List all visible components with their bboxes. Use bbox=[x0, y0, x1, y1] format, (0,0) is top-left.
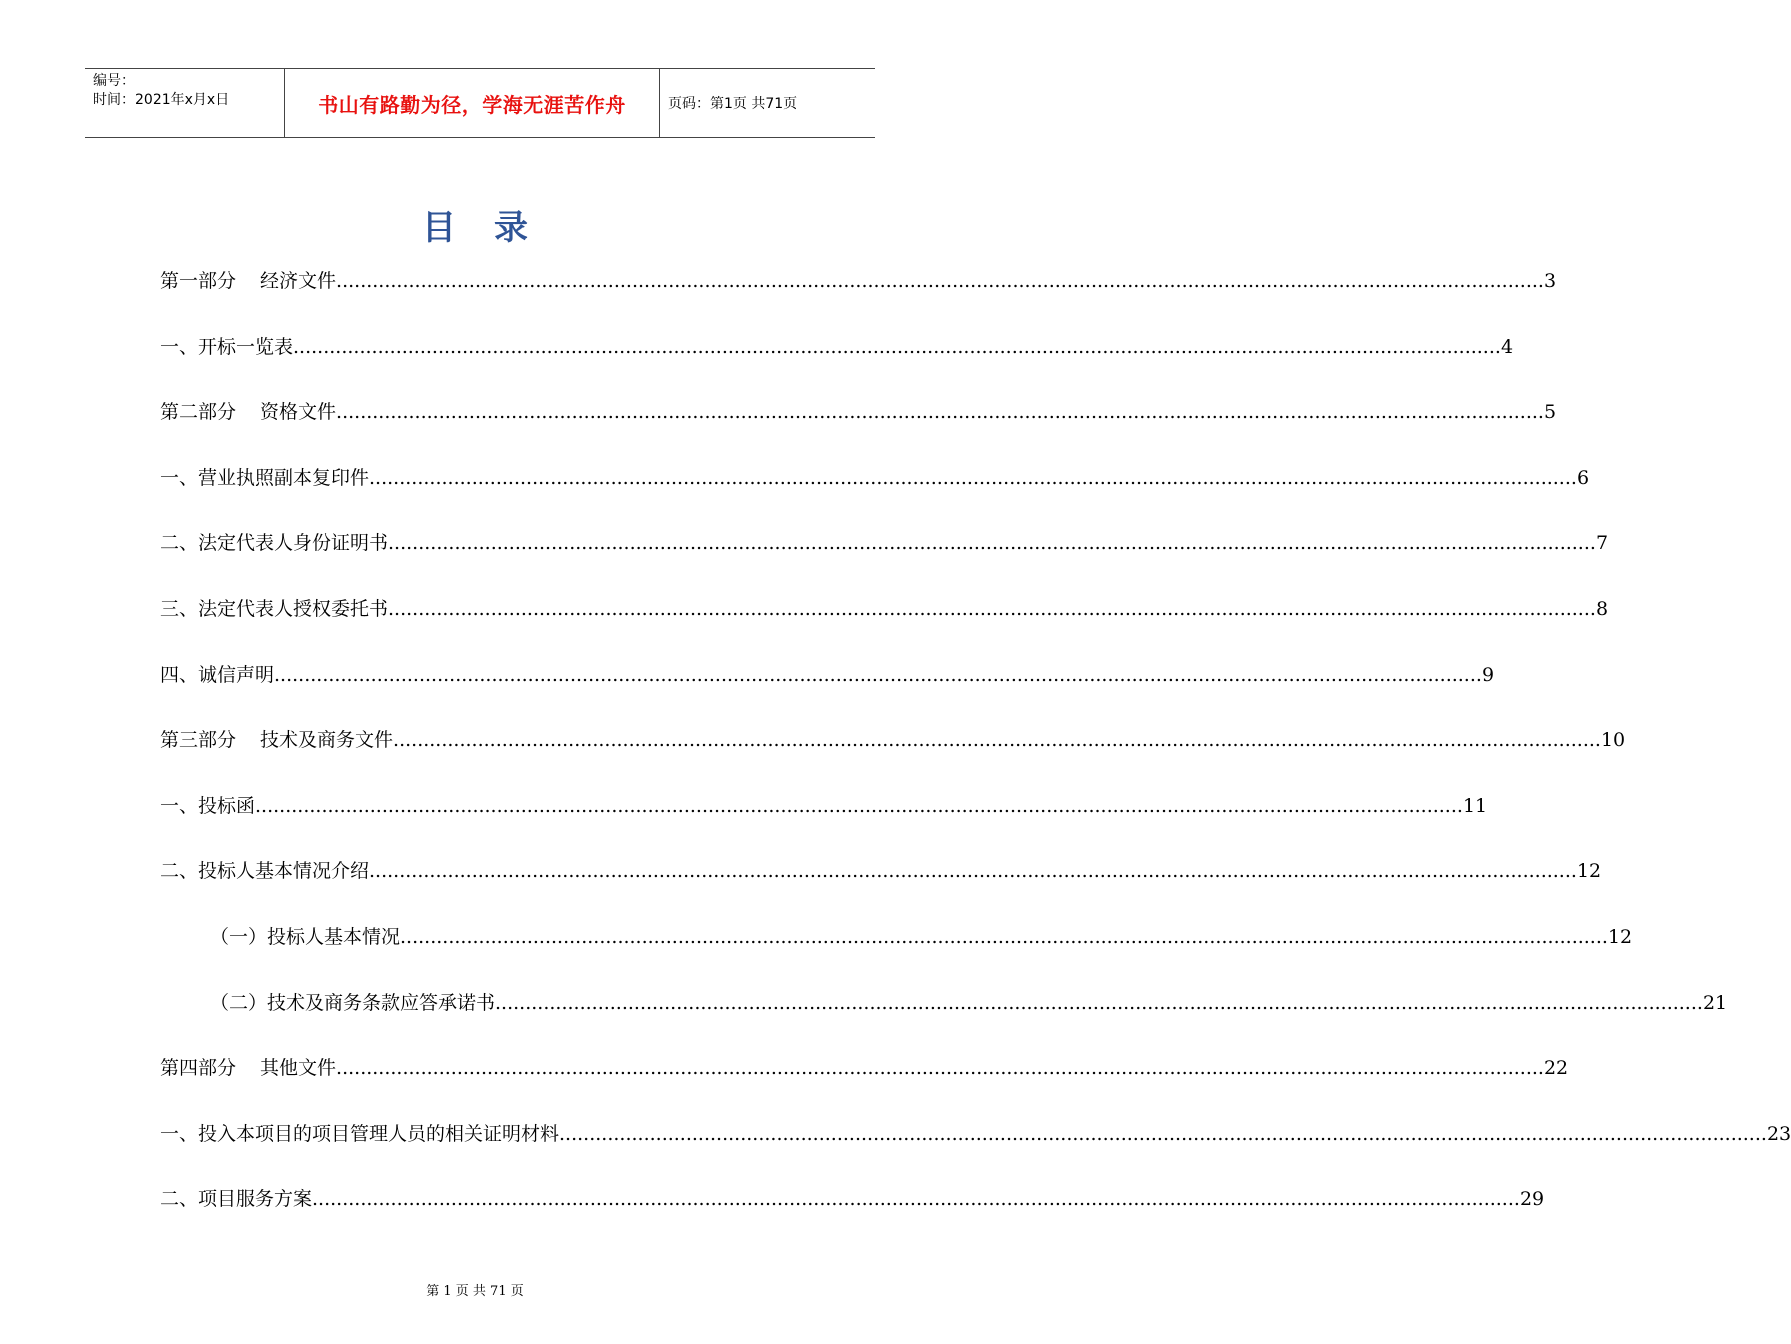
toc-dot-leader: ........................................................................................................................................................................................................ bbox=[495, 991, 1703, 1014]
toc-entry-label: （二）技术及商务条款应答承诺书 bbox=[210, 991, 496, 1014]
toc-entry-page: 12 bbox=[1576, 860, 1602, 883]
toc-entry-label: 一、投标函 bbox=[160, 794, 256, 817]
toc-entry-page: 3 bbox=[1543, 270, 1557, 292]
toc-dot-leader: ........................................................................................................................................................................................................ bbox=[369, 860, 1577, 883]
toc-dot-leader: ........................................................................................................................................................................................................ bbox=[274, 663, 1482, 686]
toc-entry-label: 第四部分 其他文件 bbox=[160, 1057, 337, 1080]
number-label: 编号： bbox=[93, 73, 135, 89]
toc-dot-leader: ........................................................................................................................................................................................................ bbox=[400, 925, 1608, 948]
toc-entry-label: 第一部分 经济文件 bbox=[160, 270, 337, 292]
toc-entry-page: 23 bbox=[1766, 1122, 1791, 1145]
toc-dot-leader: ........................................................................................................................................................................................................ bbox=[336, 401, 1544, 424]
toc-entry-label: （一）投标人基本情况 bbox=[210, 925, 401, 948]
page-title bbox=[0, 200, 950, 249]
header-motto: 书山有路勤为径，学海无涯苦作舟 bbox=[285, 69, 660, 137]
toc-entry[interactable] bbox=[160, 1180, 1545, 1246]
page-footer: 第 1 页 共 71 页 bbox=[426, 1284, 524, 1299]
toc-entry[interactable] bbox=[160, 984, 1728, 1050]
toc-entry-label: 一、开标一览表 bbox=[160, 335, 294, 358]
toc-dot-leader: ........................................................................................................................................................................................................ bbox=[336, 1057, 1544, 1080]
toc-dot-leader: ........................................................................................................................................................................................................ bbox=[388, 532, 1596, 555]
toc-entry[interactable] bbox=[160, 656, 1495, 722]
toc-entry-page: 29 bbox=[1519, 1188, 1545, 1211]
time-label: 时间：2021年x月x日 bbox=[93, 92, 230, 108]
toc-entry-page: 9 bbox=[1481, 663, 1495, 686]
toc-entry-page: 8 bbox=[1595, 597, 1609, 620]
toc-dot-leader: ........................................................................................................................................................................................................ bbox=[336, 270, 1544, 292]
toc-entry-page: 7 bbox=[1595, 532, 1609, 555]
toc-entry-label: 一、投入本项目的项目管理人员的相关证明材料 bbox=[160, 1122, 560, 1145]
toc-dot-leader: ........................................................................................................................................................................................................ bbox=[293, 335, 1501, 358]
toc-entry-page: 12 bbox=[1607, 925, 1633, 948]
title-char-1: 目 bbox=[422, 208, 456, 248]
toc-entry-page: 10 bbox=[1600, 729, 1626, 752]
toc-entry[interactable] bbox=[160, 590, 1609, 656]
toc-entry[interactable] bbox=[160, 1049, 1569, 1115]
header-page-info: 页码：第1页 共71页 bbox=[668, 96, 798, 112]
toc-entry[interactable] bbox=[160, 787, 1488, 853]
toc-entry[interactable] bbox=[160, 262, 1557, 328]
toc-entry-page: 21 bbox=[1702, 991, 1728, 1014]
toc-dot-leader: ........................................................................................................................................................................................................ bbox=[255, 794, 1463, 817]
toc-entry-label: 三、法定代表人授权委托书 bbox=[160, 597, 389, 620]
toc-entry-page: 4 bbox=[1500, 335, 1514, 358]
toc-entry-page: 11 bbox=[1462, 794, 1488, 817]
toc-entry[interactable] bbox=[160, 918, 1633, 984]
toc-entry[interactable] bbox=[160, 328, 1514, 394]
toc-entry-label: 第三部分 技术及商务文件 bbox=[160, 729, 394, 752]
toc-entry-page: 5 bbox=[1543, 401, 1557, 424]
toc-entry-label: 一、营业执照副本复印件 bbox=[160, 466, 370, 489]
toc-dot-leader: ........................................................................................................................................................................................................ bbox=[388, 597, 1596, 620]
toc-entry-label: 二、法定代表人身份证明书 bbox=[160, 532, 389, 555]
toc-entry-label: 四、诚信声明 bbox=[160, 663, 275, 686]
toc-dot-leader: ........................................................................................................................................................................................................ bbox=[369, 466, 1577, 489]
toc-entry-label: 二、投标人基本情况介绍 bbox=[160, 860, 370, 883]
page-header bbox=[85, 68, 875, 138]
toc-entry[interactable] bbox=[160, 393, 1557, 459]
table-of-contents bbox=[160, 262, 1791, 1246]
toc-entry-label: 二、项目服务方案 bbox=[160, 1188, 313, 1211]
toc-entry-label: 第二部分 资格文件 bbox=[160, 401, 337, 424]
toc-entry-page: 22 bbox=[1543, 1057, 1569, 1080]
toc-entry[interactable] bbox=[160, 721, 1626, 787]
toc-dot-leader: ........................................................................................................................................................................................................ bbox=[312, 1188, 1520, 1211]
toc-entry-page: 6 bbox=[1576, 466, 1590, 489]
header-meta bbox=[85, 69, 285, 137]
toc-entry[interactable] bbox=[160, 524, 1609, 590]
toc-entry[interactable] bbox=[160, 852, 1602, 918]
title-char-2: 录 bbox=[494, 208, 528, 248]
toc-dot-leader: ........................................................................................................................................................................................................ bbox=[559, 1122, 1767, 1145]
toc-dot-leader: ........................................................................................................................................................................................................ bbox=[393, 729, 1601, 752]
toc-entry[interactable] bbox=[160, 459, 1590, 525]
toc-entry[interactable] bbox=[160, 1115, 1791, 1181]
